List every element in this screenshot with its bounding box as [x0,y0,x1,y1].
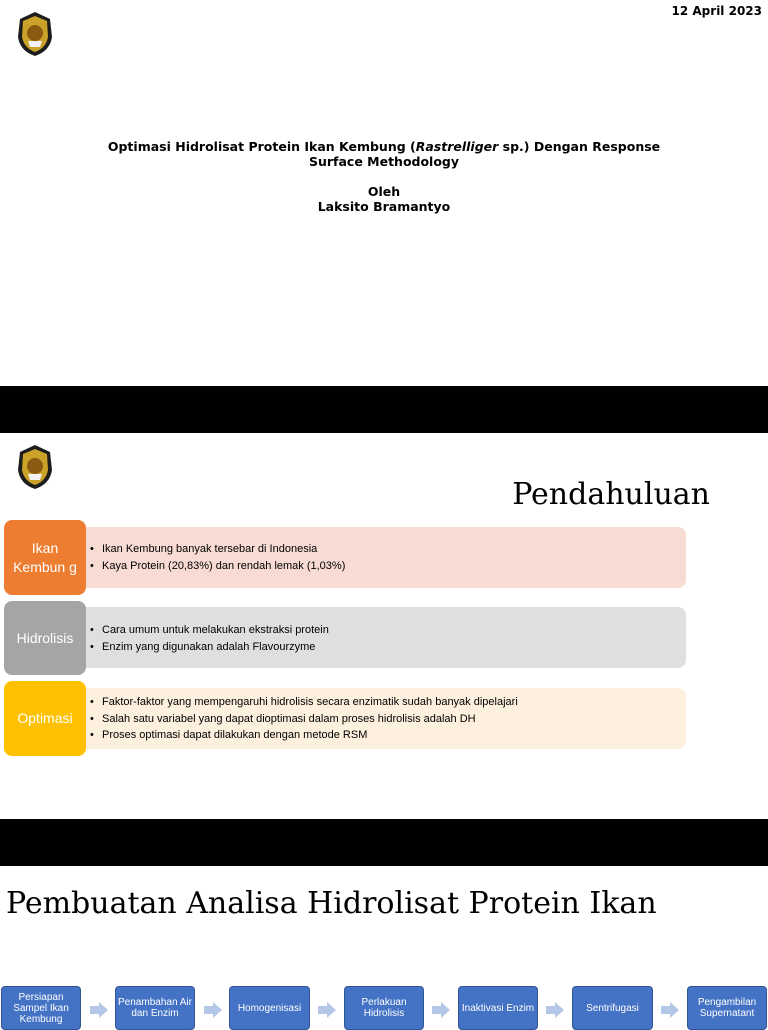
flow-step-perlakuan: Perlakuan Hidrolisis [344,986,424,1030]
flow-step-pengambilan: Pengambilan Supernatant [687,986,767,1030]
flow-step-inaktivasi: Inaktivasi Enzim [458,986,538,1030]
bullet-item: • Cara umum untuk melakukan ekstraksi protein [90,622,329,639]
title-text-2: sp.) Dengan Response Surface Methodology [308,139,661,169]
author-name: Laksito Bramantyo [317,199,451,214]
slide-separator [0,819,768,866]
slide-title [0,0,768,386]
slide-separator [0,386,768,433]
title-text-1: Optimasi Hidrolisat Protein Ikan Kembung ( [107,139,416,154]
bullet-list-ikan-kembung [90,541,345,574]
arrow-right-icon [204,1002,222,1018]
university-logo-icon [16,11,54,57]
bullet-list-hidrolisis [90,622,329,655]
flow-step-penambahan: Penambahan Air dan Enzim [115,986,195,1030]
title-species-italic: Rastrelliger [415,139,499,154]
university-logo-icon [16,444,54,490]
bullet-item: • Kaya Protein (20,83%) dan rendah lemak (1,03%) [90,558,345,575]
bullet-item: • Proses optimasi dapat dilakukan dengan metode RSM [90,727,518,744]
by-label: Oleh [367,184,401,199]
flow-step-sentrifugasi: Sentrifugasi [572,986,653,1030]
tag-ikan-kembung: Ikan Kembun g [4,520,86,595]
flow-step-homogenisasi: Homogenisasi [229,986,310,1030]
arrow-right-icon [661,1002,679,1018]
bullet-item: • Ikan Kembung banyak tersebar di Indonesia [90,541,345,558]
slide-heading-pembuatan: Pembuatan Analisa Hidrolisat Protein Ikan [6,886,657,921]
presentation-date: 12 April 2023 [671,4,762,18]
tag-hidrolisis: Hidrolisis [4,601,86,675]
flow-step-persiapan: Persiapan Sampel Ikan Kembung [1,986,81,1030]
arrow-right-icon [546,1002,564,1018]
presentation-title-block [84,139,684,214]
slide-heading-pendahuluan: Pendahuluan [512,477,710,512]
arrow-right-icon [432,1002,450,1018]
bullet-item: • Faktor-faktor yang mempengaruhi hidrolisis secara enzimatik sudah banyak dipelajari [90,694,518,711]
presentation-title [84,139,684,169]
arrow-right-icon [318,1002,336,1018]
bullet-list-optimasi [90,694,518,744]
bullet-item: • Enzim yang digunakan adalah Flavourzyme [90,639,329,656]
bullet-item: • Salah satu variabel yang dapat dioptimasi dalam proses hidrolisis adalah DH [90,711,518,728]
tag-optimasi: Optimasi [4,681,86,756]
arrow-right-icon [90,1002,108,1018]
